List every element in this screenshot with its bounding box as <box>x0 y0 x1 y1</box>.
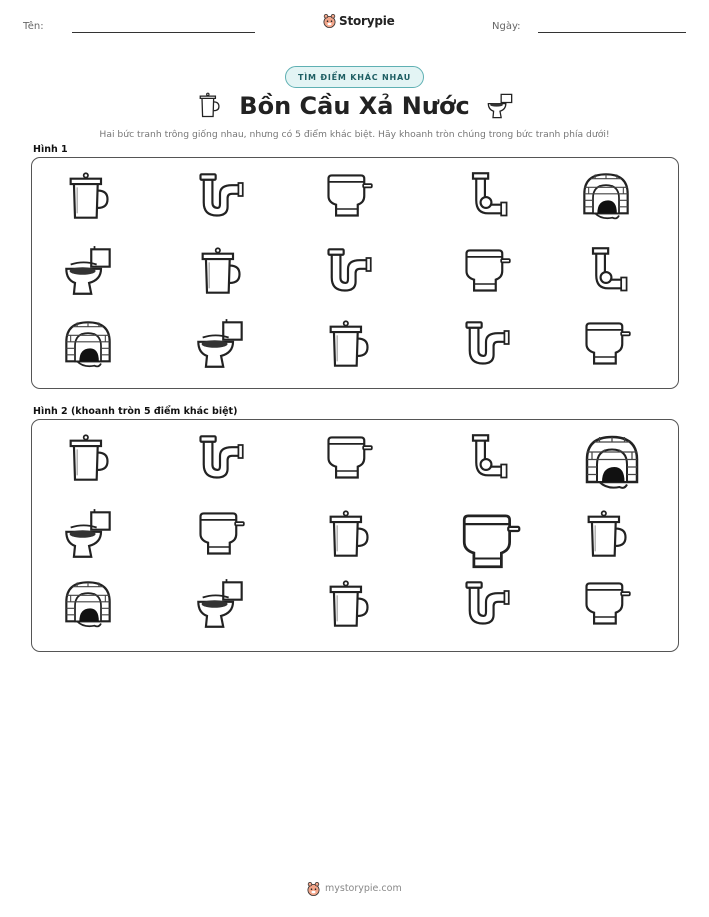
picture-2-tank-icon[interactable] <box>576 508 636 560</box>
picture-2-toilet-icon[interactable] <box>190 578 250 630</box>
picture-1-cistern-icon[interactable] <box>320 170 376 222</box>
picture-2-tank-icon[interactable] <box>320 508 376 560</box>
brand-name: Storypie <box>339 13 395 28</box>
picture-1-drain-pipe-icon[interactable] <box>456 170 516 222</box>
date-line[interactable] <box>538 32 686 33</box>
picture-2-tank-icon[interactable] <box>320 578 376 630</box>
picture-2-drain-pipe-icon[interactable] <box>456 432 516 484</box>
picture-1-sewer-arch-icon[interactable] <box>59 318 117 370</box>
picture-2-cistern-icon[interactable] <box>576 578 636 630</box>
picture-2-toilet-icon[interactable] <box>59 508 117 560</box>
picture-1-toilet-icon[interactable] <box>59 245 117 297</box>
picture-2-pipe-icon[interactable] <box>190 432 250 484</box>
storypie-mascot-icon <box>323 13 336 28</box>
picture-2-tank-icon[interactable] <box>59 432 117 484</box>
picture-1-toilet-icon[interactable] <box>190 318 250 370</box>
footer-site: mystorypie.com <box>325 883 402 894</box>
brand-logo <box>323 13 395 28</box>
footer <box>307 881 402 896</box>
picture-1-pipe-icon[interactable] <box>456 318 516 370</box>
picture-1-cistern-icon[interactable] <box>576 318 636 370</box>
picture-2-cistern-icon[interactable] <box>456 508 522 576</box>
picture-1-tank-icon[interactable] <box>59 170 117 222</box>
picture-2-sewer-arch-icon[interactable] <box>576 432 648 492</box>
picture-1-sewer-arch-icon[interactable] <box>576 170 636 222</box>
picture-1-tank-icon[interactable] <box>190 245 250 297</box>
toilet-icon <box>486 92 514 120</box>
picture-1-pipe-icon[interactable] <box>320 245 376 297</box>
picture-1-tank-icon[interactable] <box>320 318 376 370</box>
name-line[interactable] <box>72 32 255 33</box>
picture-1-label: Hình 1 <box>33 144 68 155</box>
picture-1-cistern-icon[interactable] <box>456 245 516 297</box>
storypie-mascot-icon <box>307 881 320 896</box>
picture-2-cistern-icon[interactable] <box>320 432 376 484</box>
picture-2-pipe-icon[interactable] <box>456 578 516 630</box>
page-title: Bồn Cầu Xả Nước <box>239 92 470 120</box>
picture-2-cistern-icon[interactable] <box>190 508 250 560</box>
picture-2-sewer-arch-icon[interactable] <box>59 578 117 630</box>
activity-tag: TÌM ĐIỂM KHÁC NHAU <box>285 66 424 88</box>
picture-1-drain-pipe-icon[interactable] <box>576 245 636 297</box>
name-label: Tên: <box>23 21 44 32</box>
date-label: Ngày: <box>492 21 521 32</box>
picture-1-pipe-icon[interactable] <box>190 170 250 222</box>
picture-2-label: Hình 2 (khoanh tròn 5 điểm khác biệt) <box>33 406 238 417</box>
instructions: Hai bức tranh trông giống nhau, nhưng có 5 điểm khác biệt. Hãy khoanh tròn chúng trong bức tranh phía dưới! <box>99 129 610 140</box>
